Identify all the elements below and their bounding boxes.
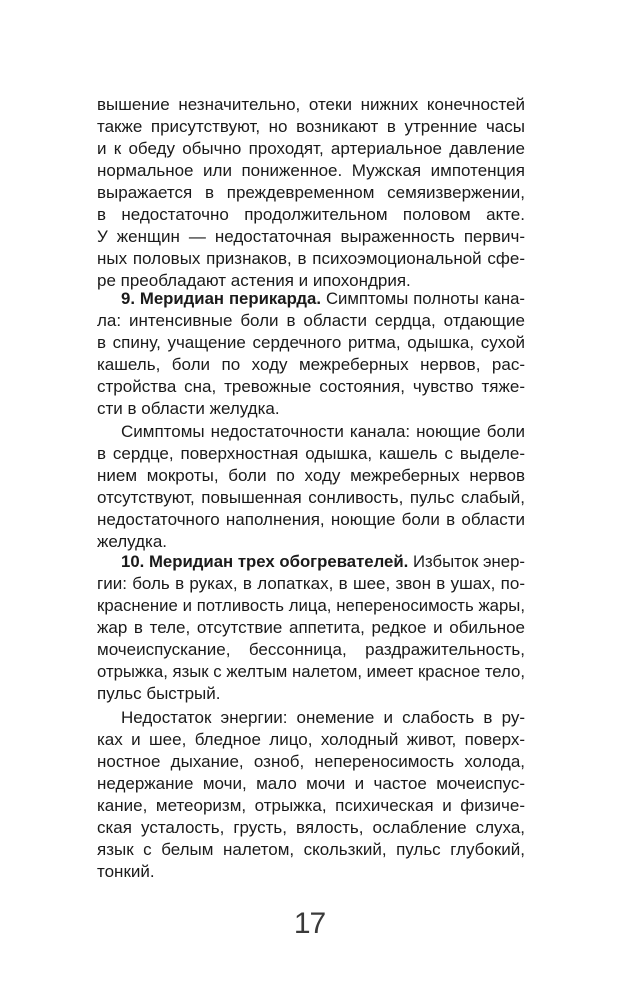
text-line: и к обеду обычно проходят, артериальное давление [97,139,525,158]
text-line: ках и шее, бледное лицо, холодный живот, поверх- [97,730,525,749]
text-line: ская усталость, грусть, вялость, ослабление слуха, [97,818,525,837]
text-line: гии: боль в руках, в лопатках, в шее, звон в ушах, по- [97,574,525,593]
text-line: жар в теле, отсутствие аппетита, редкое и обильное [97,618,525,637]
text-line: Симптомы недостаточности канала: ноющие боли [121,422,525,441]
text-line: пульс быстрый. [97,684,221,703]
text-line: нием мокроты, боли по ходу межреберных нервов [97,466,525,485]
text-line: отсутствуют, повышенная сонливость, пульс слабый, [97,488,525,507]
text-line: тонкий. [97,862,155,881]
text-line [97,551,525,573]
paragraph-3 [97,421,525,553]
text-line: в сердце, поверхностная одышка, кашель с выделе- [97,444,525,463]
text-line: кашель, боли по ходу межреберных нервов, рас- [97,355,525,374]
section-heading-pericardium: 9. Меридиан перикарда. [121,289,322,308]
section-heading-triple-warmer: 10. Меридиан трех обогревателей. [121,552,409,571]
text-line: язык с белым налетом, скользкий, пульс глубокий, [97,840,525,859]
text-line: в спину, учащение сердечного ритма, одышка, сухой [97,333,525,352]
text-line: краснение и потливость лица, непереносимость жары, [97,596,525,615]
page-number: 17 [293,907,326,940]
line-text: Избыток энер- [408,552,525,571]
text-line: также присутствуют, но возникают в утренние часы [97,117,525,136]
text-line: кание, метеоризм, отрыжка, психическая и физиче- [97,796,525,815]
text-line: У женщин — недостаточная выраженность первич- [97,227,525,246]
text-line: в недостаточно продолжительном половом акте. [97,205,525,224]
text-line: сти в области желудка. [97,399,280,418]
text-line: мочеиспускание, бессонница, раздражительность, [97,640,525,659]
text-line: недержание мочи, мало мочи и частое мочеиспус- [97,774,525,793]
text-line: Недостаток энергии: онемение и слабость в ру- [121,708,525,727]
text-line: ре преобладают астения и ипохондрия. [97,271,411,290]
text-line: ных половых признаков, в психоэмоциональной сфе- [97,249,525,268]
text-line: вышение незначительно, отеки нижних конечностей [97,95,525,114]
text-line: стройства сна, тревожные состояния, чувство тяже- [97,377,525,396]
text-line: ностное дыхание, озноб, непереносимость холода, [97,752,525,771]
paragraph-1 [97,94,525,292]
paragraph-2 [97,288,525,420]
text-line [97,288,525,310]
text-line: ла: интенсивные боли в области сердца, отдающие [97,311,525,330]
text-line: желудка. [97,532,168,551]
line-text: Симптомы полноты кана- [321,289,525,308]
paragraph-4 [97,551,525,705]
paragraph-5 [97,707,525,883]
text-line: выражается в преждевременном семяизвержении, [97,183,525,202]
text-line: отрыжка, язык с желтым налетом, имеет красное тело, [97,662,525,681]
text-line: недостаточного наполнения, ноющие боли в области [97,510,525,529]
text-line: нормальное или пониженное. Мужская импотенция [97,161,525,180]
